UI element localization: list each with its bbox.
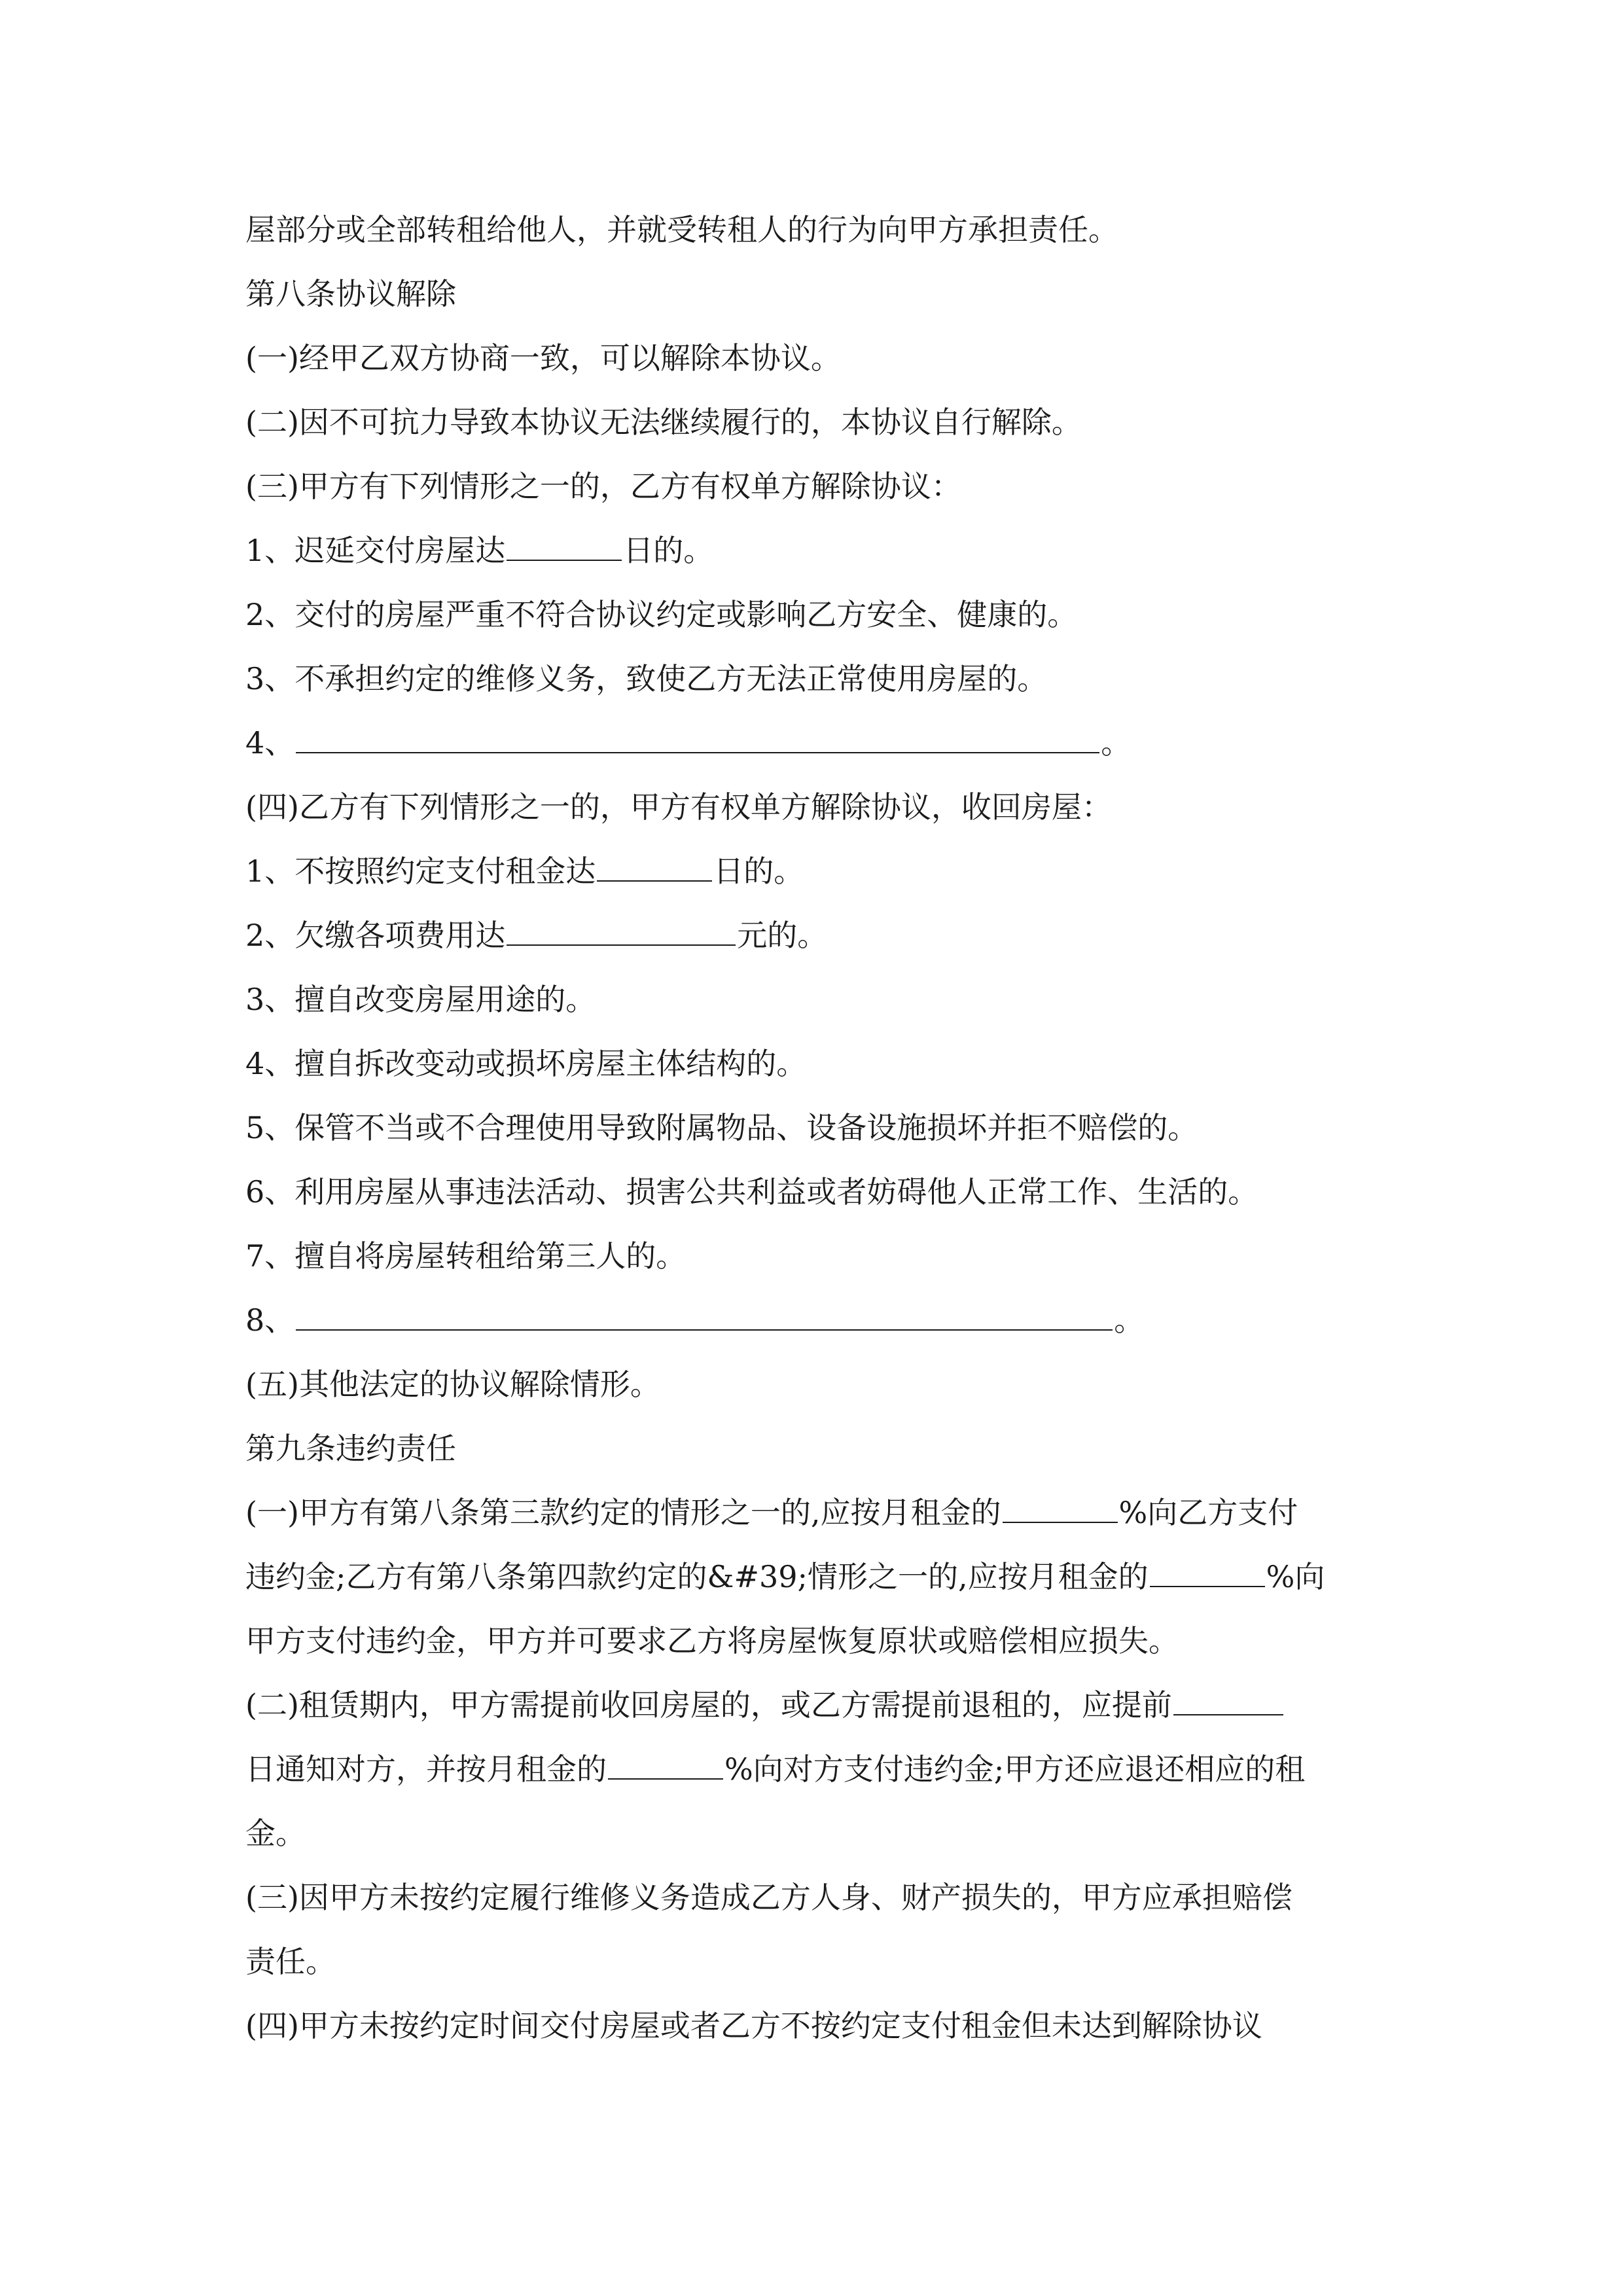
clause-text: 8、 <box>245 1302 295 1338</box>
paragraph-line: 3、不承担约定的维修义务，致使乙方无法正常使用房屋的。 <box>245 661 1048 696</box>
paragraph-line: (五)其他法定的协议解除情形。 <box>245 1367 660 1402</box>
paragraph-line: 金。 <box>245 1816 306 1851</box>
paragraph-line: (三)甲方有下列情形之一的，乙方有权单方解除协议： <box>245 469 961 504</box>
paragraph-line: 2、交付的房屋严重不符合协议约定或影响乙方安全、健康的。 <box>245 597 1078 632</box>
clause-text: %向 <box>1266 1559 1325 1594</box>
clause-text: 违约金;乙方有第八条第四款约定的&#39;情形之一的,应按月租金的 <box>245 1559 1149 1594</box>
clause-text: (二)租赁期内，甲方需提前收回房屋的，或乙方需提前退租的，应提前 <box>245 1687 1172 1723</box>
fill-in-blank <box>507 918 736 946</box>
section-heading-article-8: 第八条协议解除 <box>245 276 456 312</box>
clause-text: %向乙方支付 <box>1118 1495 1298 1530</box>
clause-text: 1、不按照约定支付租金达 <box>245 853 596 889</box>
clause-text: 。 <box>1114 1302 1145 1338</box>
clause-line-with-blank <box>245 1480 1378 1545</box>
paragraph-line: 甲方支付违约金，甲方并可要求乙方将房屋恢复原状或赔偿相应损失。 <box>245 1623 1179 1659</box>
fill-in-blank <box>1150 1560 1265 1587</box>
document-body <box>245 198 1378 2058</box>
clause-line-with-blank <box>245 1737 1378 1801</box>
paragraph-line: 4、擅自拆改变动或损坏房屋主体结构的。 <box>245 1046 807 1081</box>
fill-in-blank <box>1003 1496 1118 1523</box>
fill-in-blank <box>597 854 712 882</box>
paragraph-line: (四)甲方未按约定时间交付房屋或者乙方不按约定支付租金但未达到解除协议 <box>245 2008 1262 2043</box>
clause-text: %向对方支付违约金;甲方还应退还相应的租 <box>724 1751 1306 1787</box>
fill-in-blank <box>507 533 622 561</box>
clause-text: 。 <box>1101 725 1132 761</box>
fill-in-blank <box>608 1752 723 1780</box>
paragraph-line: 3、擅自改变房屋用途的。 <box>245 982 596 1017</box>
paragraph-line: (四)乙方有下列情形之一的，甲方有权单方解除协议，收回房屋： <box>245 789 1112 825</box>
clause-text: 日的。 <box>623 533 714 568</box>
paragraph-line: (三)因甲方未按约定履行维修义务造成乙方人身、财产损失的，甲方应承担赔偿 <box>245 1880 1293 1915</box>
clause-line-with-blank <box>245 518 1378 583</box>
clause-text: 元的。 <box>737 918 828 953</box>
clause-line-with-blank <box>245 839 1378 903</box>
clause-line-with-blank <box>245 1288 1378 1352</box>
paragraph-line: 5、保管不当或不合理使用导致附属物品、设备设施损坏并拒不赔偿的。 <box>245 1110 1198 1145</box>
section-heading-article-9: 第九条违约责任 <box>245 1431 456 1466</box>
fill-in-blank <box>1173 1688 1283 1715</box>
clause-line-with-blank <box>245 1545 1378 1609</box>
fill-in-blank <box>296 726 1099 753</box>
clause-text: 2、欠缴各项费用达 <box>245 918 506 953</box>
clause-text: 1、迟延交付房屋达 <box>245 533 506 568</box>
clause-text: (一)甲方有第八条第三款约定的情形之一的,应按月租金的 <box>245 1495 1001 1530</box>
paragraph-line: (一)经甲乙双方协商一致，可以解除本协议。 <box>245 340 841 376</box>
paragraph-line: 7、擅自将房屋转租给第三人的。 <box>245 1238 687 1274</box>
paragraph-line: 屋部分或全部转租给他人，并就受转租人的行为向甲方承担责任。 <box>245 212 1118 247</box>
clause-text: 日的。 <box>713 853 804 889</box>
clause-text: 日通知对方，并按月租金的 <box>245 1751 607 1787</box>
paragraph-line: (二)因不可抗力导致本协议无法继续履行的，本协议自行解除。 <box>245 404 1082 440</box>
clause-line-with-blank <box>245 711 1378 775</box>
paragraph-line: 6、利用房屋从事违法活动、损害公共利益或者妨碍他人正常工作、生活的。 <box>245 1174 1258 1210</box>
clause-line-with-blank <box>245 1673 1378 1737</box>
paragraph-line: 责任。 <box>245 1944 336 1979</box>
clause-text: 4、 <box>245 725 295 761</box>
fill-in-blank <box>296 1303 1113 1331</box>
clause-line-with-blank <box>245 903 1378 967</box>
